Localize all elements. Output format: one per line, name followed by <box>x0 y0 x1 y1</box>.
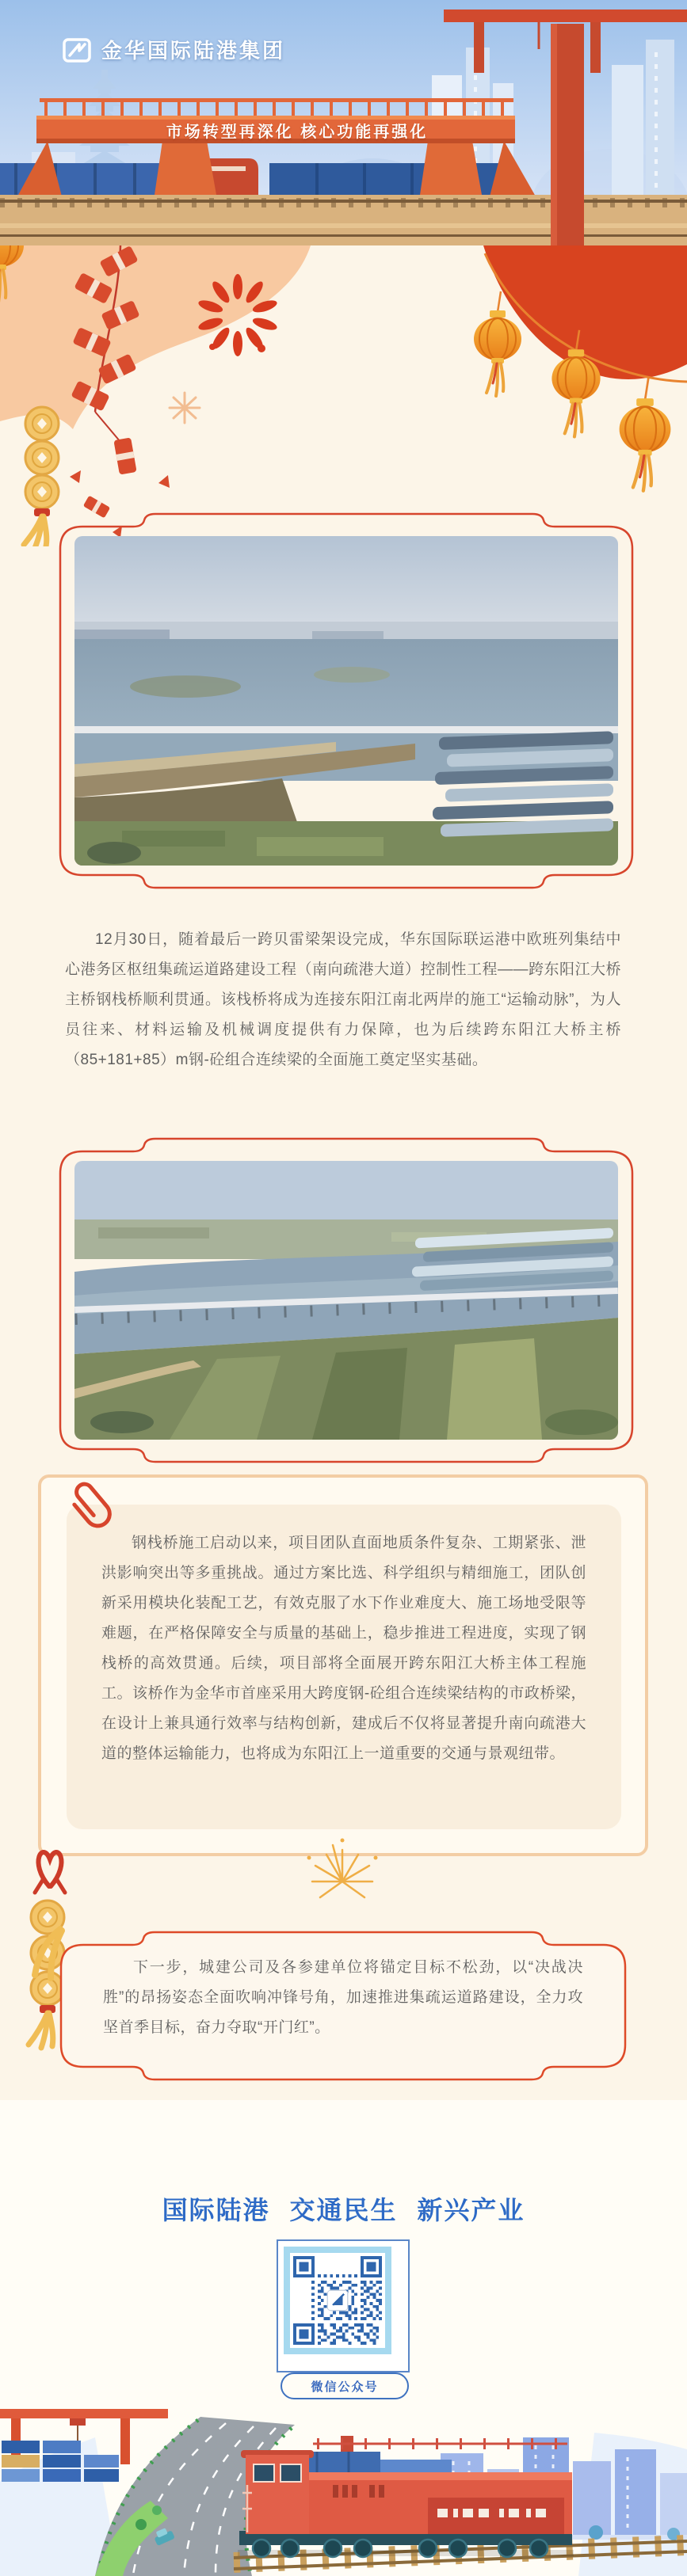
gold-firework-icon <box>307 1839 378 1898</box>
article-paragraph-1: 12月30日，随着最后一跨贝雷梁架设完成，华东国际联运港中欧班列集结中心港务区枢纽集疏运道路建设工程（南向疏港大道）控制性工程——跨东阳江大桥主桥钢栈桥顺利贯通。该栈桥将成为连接东阳江南北两岸的施工“运输动脉”，为人员往来、材料运输及机械调度提供有力保障，也为后续跨东阳江大桥主桥（85+181+85）m钢-砼组合连续梁的全面施工奠定坚实基础。 <box>65 931 622 1068</box>
qr-code-inner <box>290 2253 385 2348</box>
article-paragraph-3: 下一步，城建公司及各参建单位将锚定目标不松劲，以“决战决胜”的昂扬姿态全面吹响冲锋号角，加速推进集疏运道路建设，全力攻坚首季目标，奋力夺取“开门红”。 <box>103 1959 583 2036</box>
footer-slogan: 国际陆港 交通民生 新兴产业 <box>162 2196 525 2224</box>
brand-logo-text: 金华国际陆港集团 <box>101 39 286 63</box>
small-firework-icon <box>170 393 200 423</box>
article-paragraph-2: 钢栈桥施工启动以来，项目团队直面地质条件复杂、工期紧张、泄洪影响突出等多重挑战。通过方案比选、科学组织与精细施工，团队创新采用模块化装配工艺，有效克服了水下作业难度大、施工场地受限等难题，在严格保障安全与质量的基础上，稳步推进工程进度，实现了钢栈桥的高效贯通。后续，项目部将全面展开跨东阳江大桥主体工程施工。该桥作为金华市首座采用大跨度钢-砼组合连续梁结构的市政桥梁，在设计上兼具通行效率与结构创新，建成后不仅将显著提升南向疏港大道的整体运输能力，也将成为东阳江上一道重要的交通与景观纽带。 <box>101 1535 586 1762</box>
chinese-knot-icon <box>35 1852 65 1893</box>
brand-logo <box>62 35 285 64</box>
wechat-account-label: 微信公众号 <box>311 2380 379 2394</box>
qr-code[interactable] <box>277 2239 410 2372</box>
port-illustration <box>0 2406 687 2576</box>
banner-slogan: 市场转型再深化 核心功能再强化 <box>166 124 429 141</box>
qr-code-pattern <box>293 2256 382 2345</box>
wechat-account-pill <box>281 2372 409 2399</box>
landport-logo-icon <box>62 36 94 64</box>
festive-decoration-band <box>0 245 687 546</box>
photo-bridge-aerial-1[interactable] <box>74 536 618 866</box>
qr-code-frame <box>284 2247 391 2354</box>
paperclip-icon <box>65 1473 120 1528</box>
photo-bridge-aerial-2[interactable] <box>74 1161 618 1440</box>
